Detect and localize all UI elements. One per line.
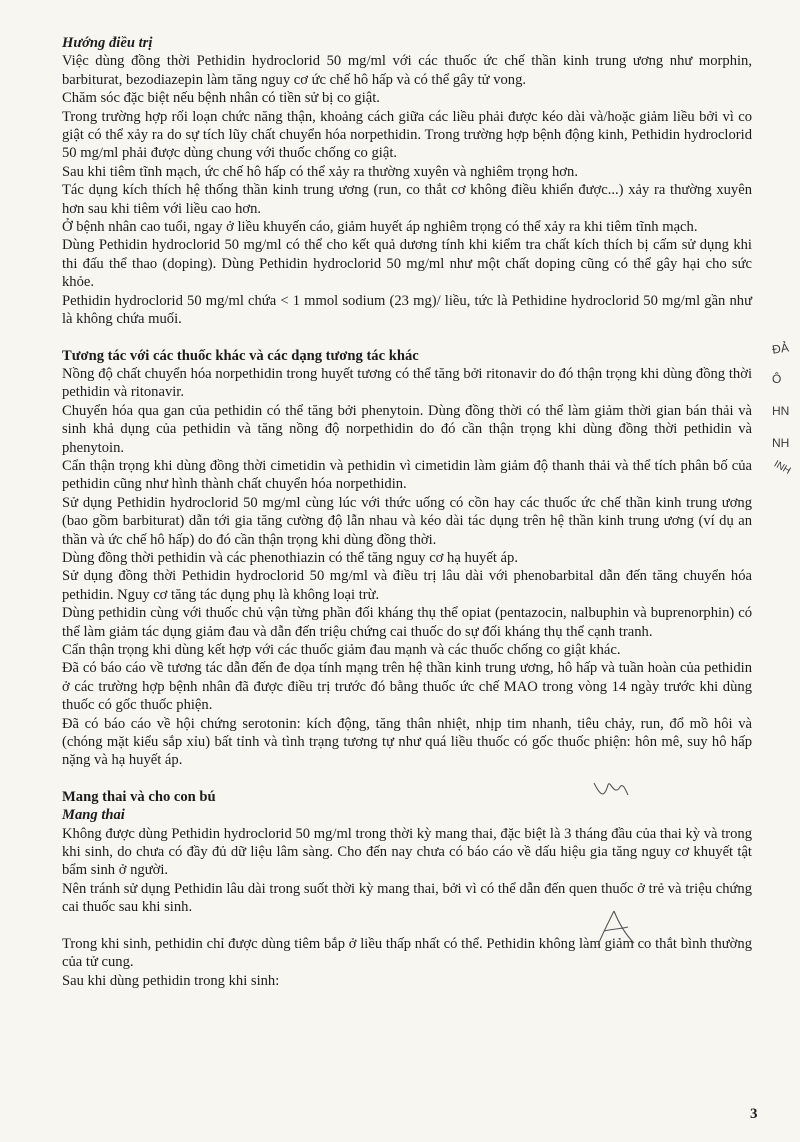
paragraph: Pethidin hydroclorid 50 mg/ml chứa < 1 mmol sodium (23 mg)/ liều, tức là Pethidine hydroclorid 50 mg/ml gần như là không chứa muối. bbox=[62, 292, 752, 328]
paragraph: Dùng pethidin cùng với thuốc chủ vận từng phần đối kháng thụ thể opiat (pentazocin, nalbuphin và buprenorphin) có thể làm giảm tác dụng giảm đau và dẫn đến triệu chứng cai thuốc do sự đối kháng thụ thể cạnh tranh. bbox=[62, 605, 752, 640]
paragraph: Đã có báo cáo về hội chứng serotonin: kích động, tăng thân nhiệt, nhịp tim nhanh, tiêu chảy, run, đổ mồ hôi và (chóng mặt kiểu sắp xỉu) bất tỉnh và tình trạng tương tự như quá liều thuốc có gốc thuốc phiện: hôn mê, suy hô hấp nặng và hạ huyết áp. bbox=[62, 715, 752, 769]
document-page bbox=[62, 34, 752, 990]
stamp-text: ĐẢ bbox=[771, 340, 790, 357]
stamp-text: Ô bbox=[772, 372, 782, 386]
stamp-text: HN bbox=[772, 404, 790, 418]
stamp-text: NH bbox=[772, 436, 790, 450]
paragraph: Dùng Pethidin hydroclorid 50 mg/ml có thể cho kết quả dương tính khi kiểm tra chất kích thích bị cấm sử dụng khi thi đấu thể thao (doping). Dùng Pethidin hydroclorid 50 mg/ml như một chất doping cũng có thể gây hại cho sức khỏe. bbox=[62, 237, 752, 291]
paragraph: Dùng đồng thời pethidin và các phenothiazin có thể tăng nguy cơ hạ huyết áp. bbox=[62, 549, 518, 566]
paragraph: Không được dùng Pethidin hydroclorid 50 mg/ml trong thời kỳ mang thai, đặc biệt là 3 tháng đầu của thai kỳ và trong khi sinh, do chưa có đầy đủ dữ liệu lâm sàng. Cho đến nay chưa có báo cáo về dấu hiệu gia tăng nguy cơ khuyết tật bẩm sinh ở người. bbox=[62, 825, 752, 879]
stamp-text: INH bbox=[771, 458, 793, 477]
page-number: 3 bbox=[750, 1106, 758, 1122]
margin-stamp bbox=[772, 340, 800, 500]
section-title-interactions: Tương tác với các thuốc khác và các dạng tương tác khác bbox=[62, 347, 419, 364]
paragraph: Việc dùng đồng thời Pethidin hydroclorid 50 mg/ml với các thuốc ức chế thần kinh trung ương như morphin, barbiturat, bezodiazepin làm tăng nguy cơ ức chế hô hấp và có thể gây tử vong. bbox=[62, 53, 752, 88]
section-subtitle-pregnancy: Mang thai bbox=[62, 807, 125, 824]
handwritten-mark bbox=[590, 905, 640, 950]
section-title-pregnancy: Mang thai và cho con bú bbox=[62, 788, 216, 805]
section-title-treatment: Hướng điều trị bbox=[62, 35, 153, 51]
paragraph: Chăm sóc đặc biệt nếu bệnh nhân có tiền sử bị co giật. bbox=[62, 90, 380, 107]
paragraph: Ở bệnh nhân cao tuổi, ngay ở liều khuyến cáo, giảm huyết áp nghiêm trọng có thể xảy ra khi tiêm tĩnh mạch. bbox=[62, 219, 698, 236]
paragraph: Sử dụng Pethidin hydroclorid 50 mg/ml cùng lúc với thức uống có cồn hay các thuốc ức chế thần kinh trung ương (bao gồm barbiturat) dẫn tới gia tăng cường độ lẫn nhau và kéo dài tác dụng trên hệ thần kinh trung ương (ví dụ an thần và ức chế hô hấp) do đó cần thận trọng khi dùng đồng thời. bbox=[62, 494, 752, 548]
paragraph: Nồng độ chất chuyển hóa norpethidin trong huyết tương có thể tăng bởi ritonavir do đó thận trọng khi dùng đồng thời pethidin và ritonavir. bbox=[62, 365, 752, 401]
paragraph: Cẩn thận trọng khi dùng kết hợp với các thuốc giảm đau mạnh và các thuốc chống co giật khác. bbox=[62, 642, 621, 658]
paragraph: Sử dụng đồng thời Pethidin hydroclorid 50 mg/ml và điều trị lâu dài với phenobarbital dẫn đến tăng chuyển hóa pethidin. Nguy cơ tăng tác dụng phụ là không loại trừ. bbox=[62, 568, 752, 603]
paragraph: Trong khi sinh, pethidin chỉ được dùng tiêm bắp ở liều thấp nhất có thể. Pethidin không làm giảm co thắt bình thường của tử cung. bbox=[62, 935, 752, 971]
paragraph: Sau khi tiêm tĩnh mạch, ức chế hô hấp có thể xảy ra thường xuyên và nghiêm trọng hơn. bbox=[62, 163, 578, 180]
handwritten-mark bbox=[590, 775, 630, 805]
paragraph: Trong trường hợp rối loạn chức năng thận, khoảng cách giữa các liều phải được kéo dài và/hoặc giảm liều bởi vì co giật có thể xảy ra do sự tích lũy chất chuyển hóa norpethidin. Trong trường hợp bệnh động kinh, Pethidin hydroclorid 50 mg/ml phải được dùng chung với thuốc chống co giật. bbox=[62, 108, 752, 162]
paragraph: Chuyển hóa qua gan của pethidin có thể tăng bởi phenytoin. Dùng đồng thời có thể làm giảm thời gian bán thải và sinh khả dụng của pethidin và tăng nồng độ norpethidin do đó cần thận trọng khi dùng đồng thời pethidin và phenytoin. bbox=[62, 402, 752, 456]
paragraph: Tác dụng kích thích hệ thống thần kinh trung ương (run, co thắt cơ không điều khiển được...) xảy ra thường xuyên hơn sau khi tiêm với liều cao hơn. bbox=[62, 182, 752, 217]
paragraph: Đã có báo cáo về tương tác dẫn đến đe dọa tính mạng trên hệ thần kinh trung ương, hô hấp và tuần hoàn của pethidin ở các trường hợp bệnh nhân đã được điều trị trước đó bằng thuốc ức chế MAO trong vòng 14 ngày trước khi dùng thuốc có gốc thuốc phiện. bbox=[62, 660, 752, 714]
paragraph: Cẩn thận trọng khi dùng đồng thời cimetidin và pethidin vì cimetidin làm giảm độ thanh thải và thể tích phân bố của pethidin cũng như hình thành chất chuyển hóa norpethidin. bbox=[62, 457, 752, 493]
paragraph: Nên tránh sử dụng Pethidin lâu dài trong suốt thời kỳ mang thai, bởi vì có thể dẫn đến quen thuốc ở trẻ và triệu chứng cai thuốc sau khi sinh. bbox=[62, 880, 752, 916]
paragraph: Sau khi dùng pethidin trong khi sinh: bbox=[62, 972, 280, 989]
